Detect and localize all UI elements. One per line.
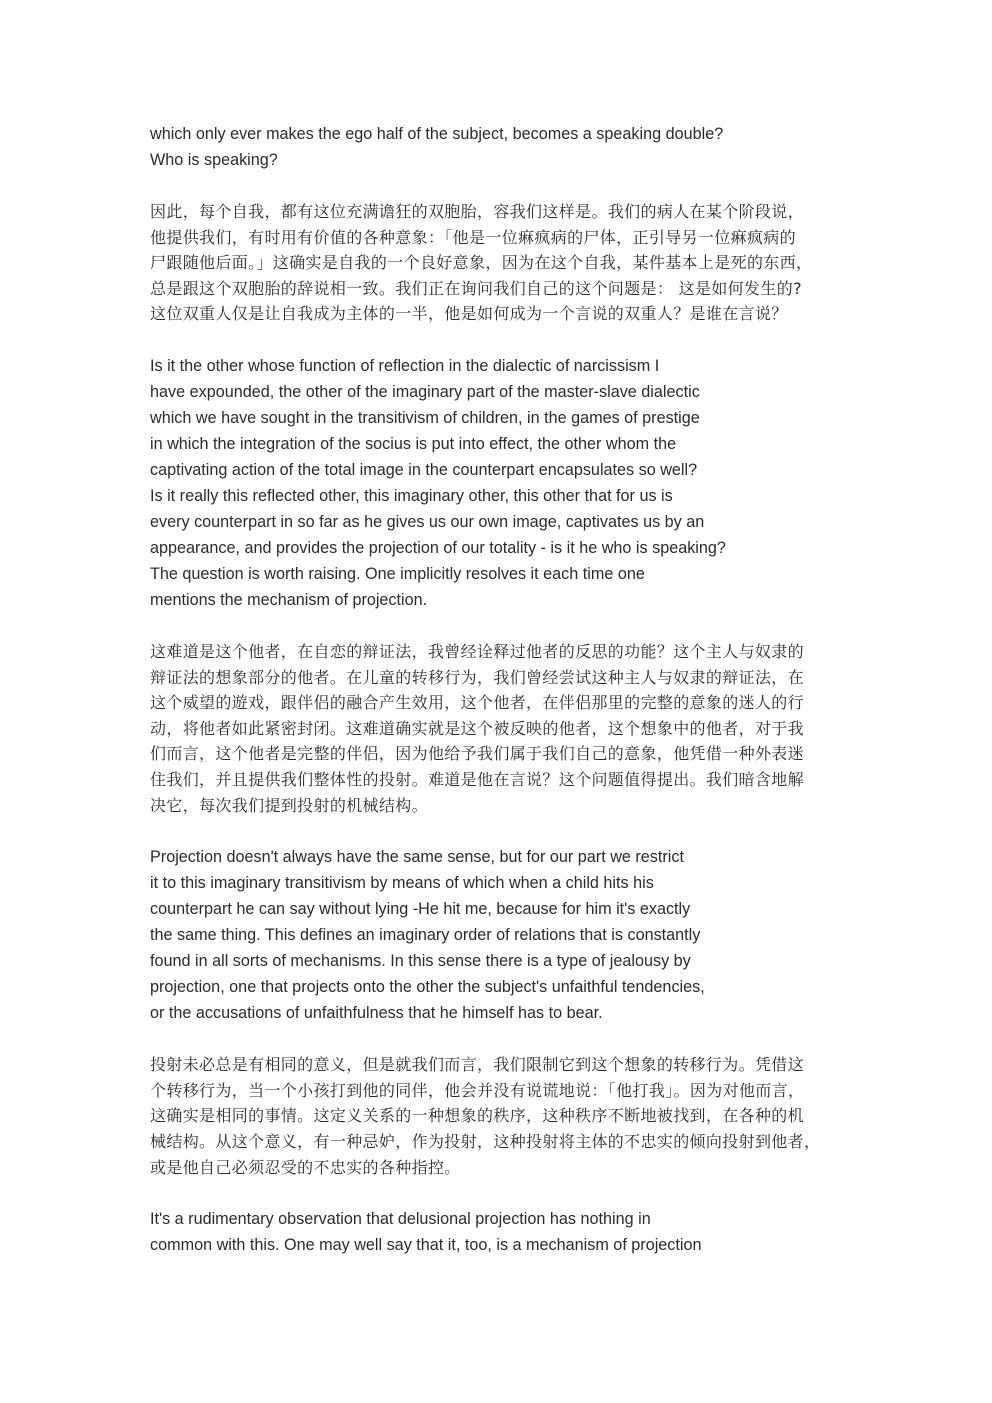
text-line: 辩证法的想象部分的他者。在儿童的转移行为，我们曾经尝试这种主人与奴隶的辩证法，在 — [150, 667, 805, 687]
text-line: found in all sorts of mechanisms. In this sense there is a type of jealousy by — [150, 952, 691, 971]
text-line: 这位双重人仅是让自我成为主体的一半，他是如何成为一个言说的双重人？是谁在言说？ — [150, 304, 788, 324]
text-line: 或是他自己必须忍受的不忠实的各种指控。 — [150, 1157, 461, 1177]
text-line: common with this. One may well say that it, too, is a mechanism of projection — [150, 1236, 702, 1255]
text-line: projection, one that projects onto the other the subject's unfaithful tendencies, — [150, 978, 705, 997]
text-line: 械结构。从这个意义，有一种忌妒，作为投射，这种投射将主体的不忠实的倾向投射到他者， — [150, 1131, 821, 1151]
text-line: every counterpart in so far as he gives us our own image, captivates us by an — [150, 512, 705, 531]
text-line: 总是跟这个双胞胎的辞说相一致。我们正在询问我们自己的这个问题是： 这是如何发生的? — [150, 278, 802, 298]
text-line: 住我们，并且提供我们整体性的投射。难道是他在言说？这个问题值得提出。我们暗含地解 — [150, 769, 805, 789]
text-line: in which the integration of the socius is put into effect, the other whom the — [150, 434, 677, 453]
text-line: 这确实是相同的事情。这定义关系的一种想象的秩序，这种秩序不断地被找到，在各种的机 — [150, 1106, 805, 1126]
text-line: it to this imaginary transitivism by means of which when a child hits his — [150, 874, 654, 893]
text-line: mentions the mechanism of projection. — [150, 590, 428, 609]
text-line: 尸跟随他后面。」这确实是自我的一个良好意象，因为在这个自我，某件基本上是死的东西， — [150, 253, 813, 273]
text-line: captivating action of the total image in the counterpart encapsulates so well? — [150, 460, 698, 479]
paragraph-zh-2 — [150, 639, 844, 818]
paragraph-en-3 — [150, 844, 850, 1026]
text-line: which we have sought in the transitivism of children, in the games of prestige — [150, 408, 700, 427]
text-line: 他提供我们，有时用有价值的各种意象：「他是一位痳疯病的尸体，正引导另一位痳疯病的 — [150, 227, 797, 247]
paragraph-zh-1 — [150, 199, 844, 327]
text-line: The question is worth raising. One implicitly resolves it each time one — [150, 564, 645, 583]
text-line: 因此，每个自我，都有这位充满谵狂的双胞胎，容我们这样是。我们的病人在某个阶段说， — [150, 202, 805, 221]
text-line: Is it really this reflected other, this imaginary other, this other that for us is — [150, 486, 673, 505]
text-line: appearance, and provides the projection of our totality - is it he who is speaking? — [150, 538, 726, 557]
text-line: 决它，每次我们提到投射的机械结构。 — [150, 795, 428, 815]
text-line: which only ever makes the ego half of the subject, becomes a speaking double? — [150, 125, 724, 143]
text-line: Is it the other whose function of reflection in the dialectic of narcissism I — [150, 356, 660, 375]
text-line: the same thing. This defines an imaginary order of relations that is constantly — [150, 926, 701, 945]
text-line: Who is speaking? — [150, 151, 278, 169]
text-line: Projection doesn't always have the same sense, but for our part we restrict — [150, 848, 684, 867]
paragraph-en-1 — [150, 121, 850, 173]
text-line: It's a rudimentary observation that delusional projection has nothing in — [150, 1210, 651, 1229]
text-line: 这个威望的遊戏，跟伴侣的融合产生效用，这个他者，在伴侣那里的完整的意象的迷人的行 — [150, 693, 805, 713]
text-line: counterpart he can say without lying -He hit me, because for him it's exactly — [150, 900, 691, 919]
text-line: 投射未必总是有相同的意义，但是就我们而言，我们限制它到这个想象的转移行为。凭借这 — [150, 1055, 805, 1075]
text-line: 动，将他者如此紧密封闭。这难道确实就是这个被反映的他者，这个想象中的他者，对于我 — [150, 718, 805, 738]
text-line: or the accusations of unfaithfulness that he himself has to bear. — [150, 1004, 603, 1023]
paragraph-en-4 — [150, 1206, 850, 1258]
text-line: 个转移行为，当一个小孩打到他的同伴，他会并没有说谎地说：「他打我」。因为对他而言， — [150, 1080, 805, 1100]
text-line: 们而言，这个他者是完整的伴侣，因为他给予我们属于我们自己的意象，他凭借一种外表迷 — [150, 744, 805, 764]
document-page — [150, 121, 850, 1284]
paragraph-zh-3 — [150, 1052, 844, 1180]
text-line: have expounded, the other of the imaginary part of the master-slave dialectic — [150, 382, 700, 401]
text-line: 这难道是这个他者，在自恋的辩证法，我曾经诠释过他者的反思的功能？这个主人与奴隶的 — [150, 641, 805, 661]
paragraph-en-2 — [150, 353, 850, 613]
